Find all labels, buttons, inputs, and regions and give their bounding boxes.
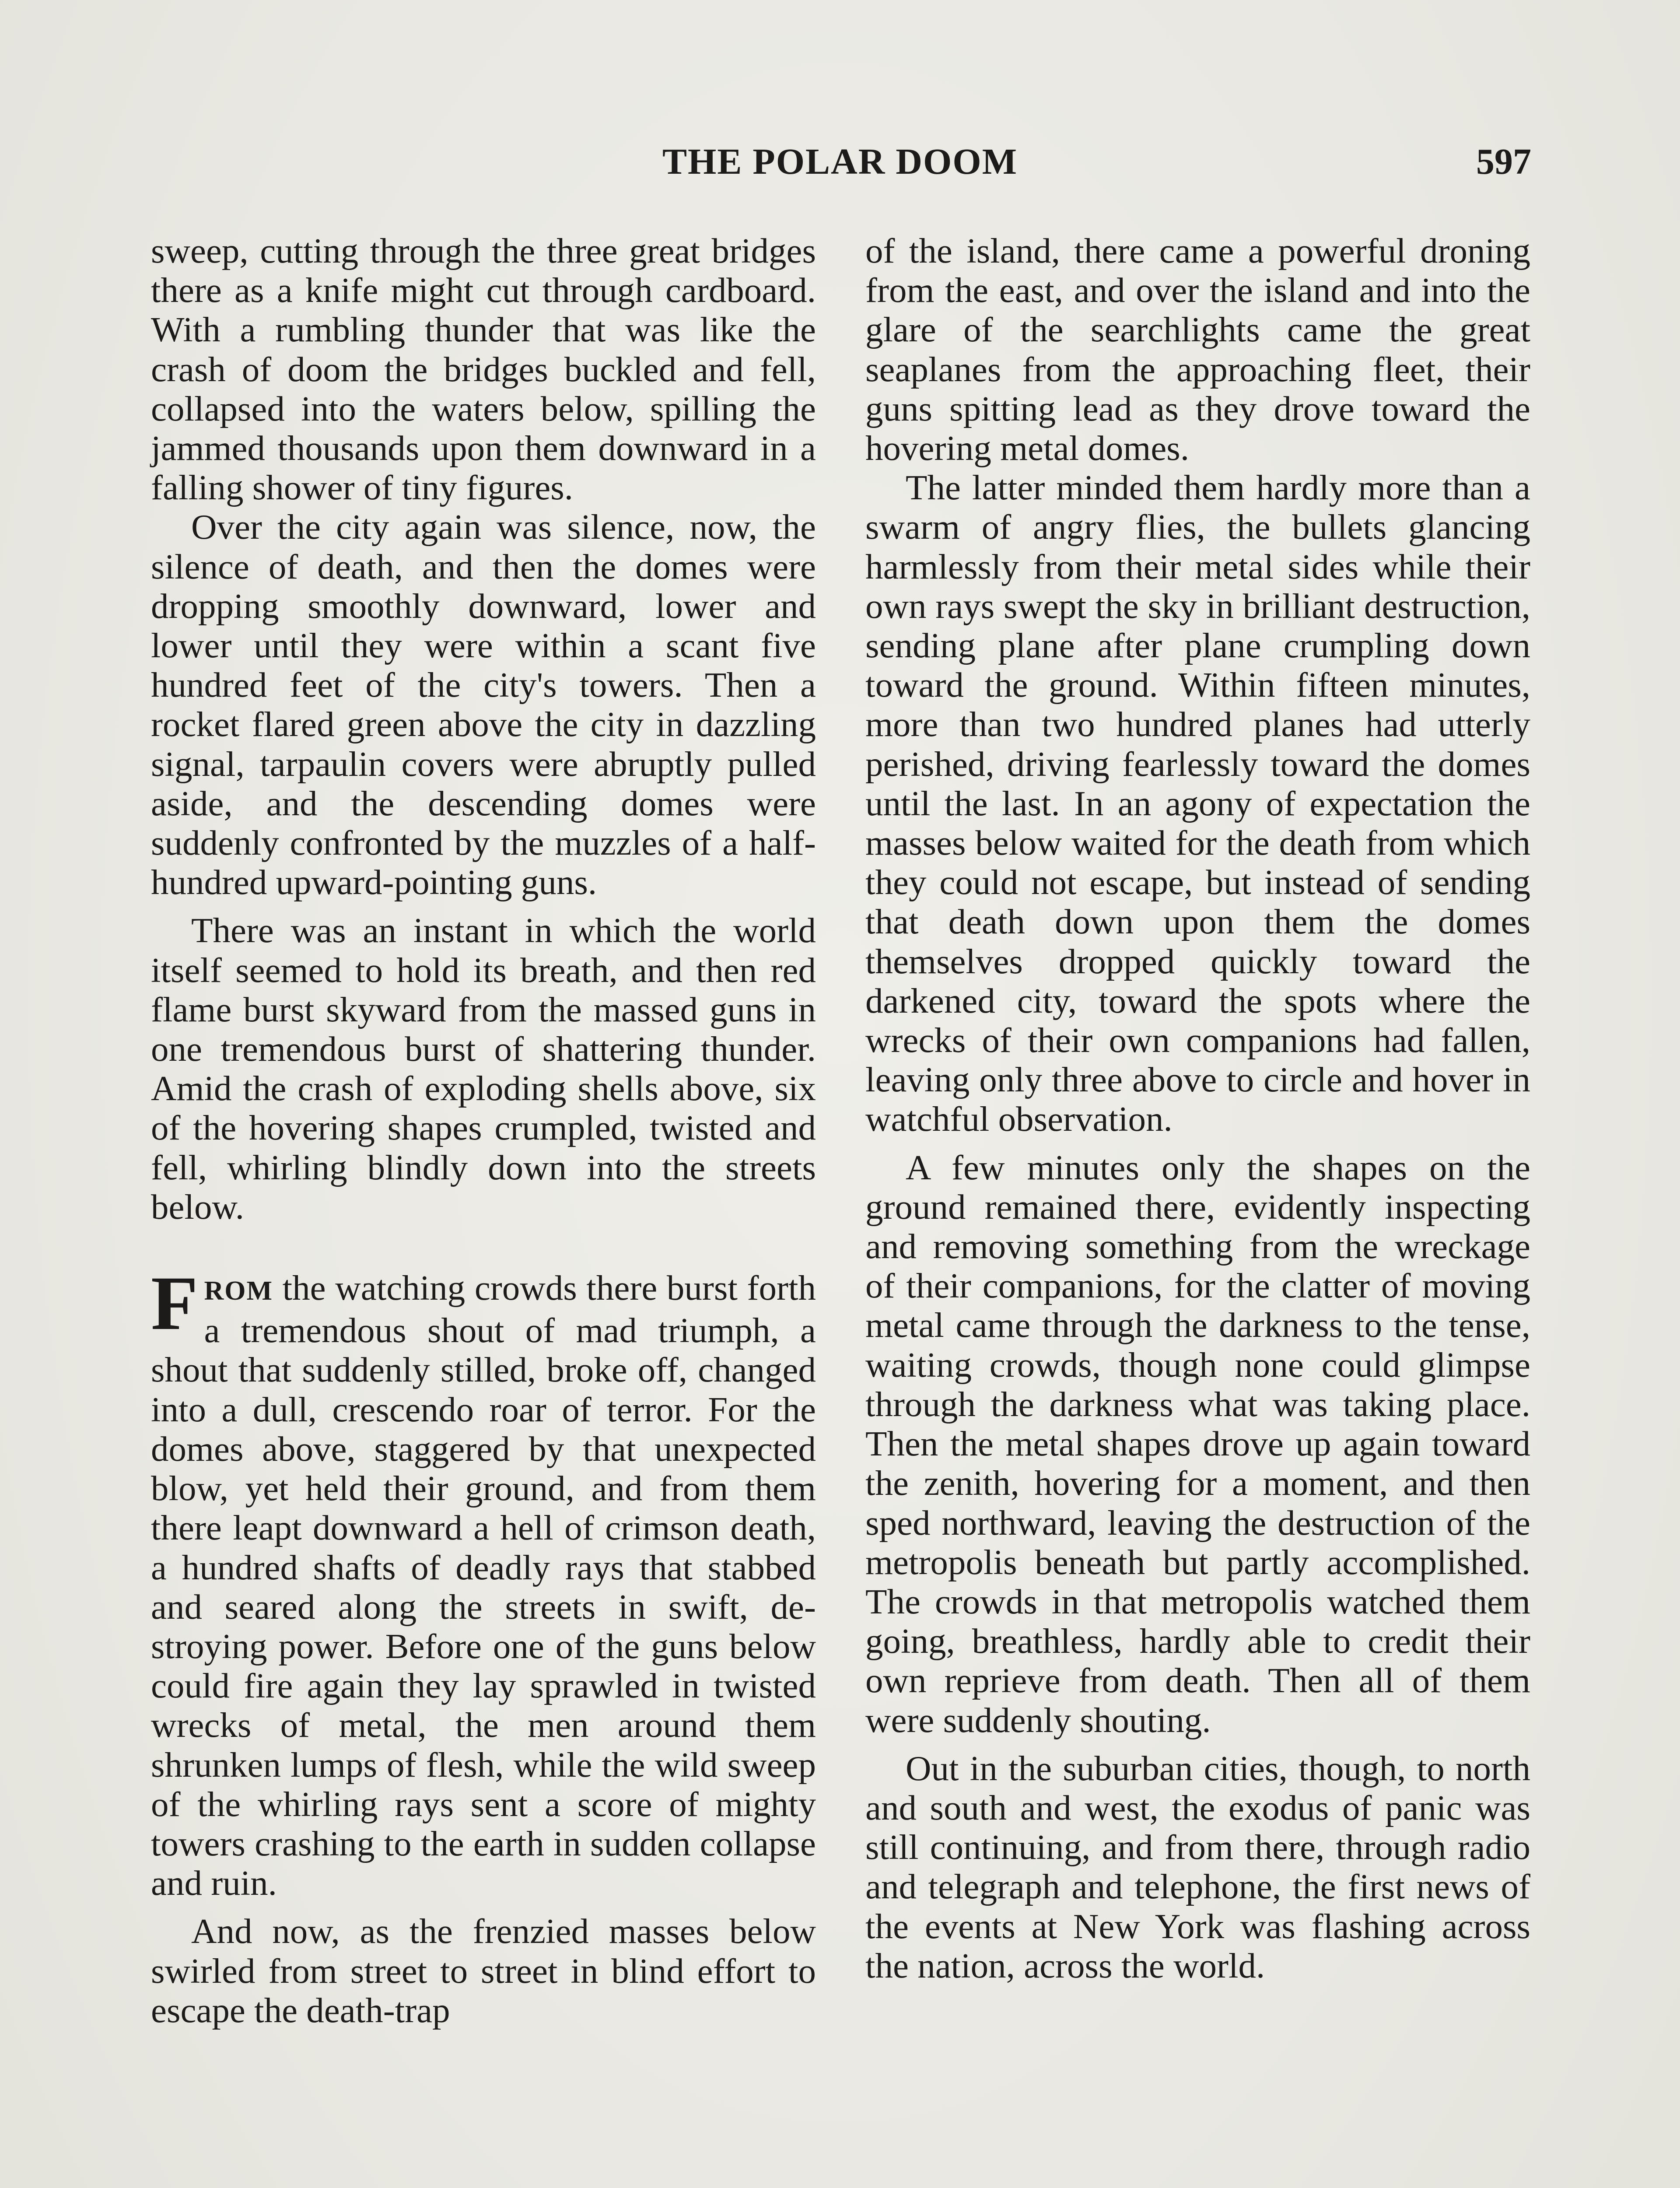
paragraph: sweep, cutting through the three great bridges there as a knife might cut through cardboard. With a rumbling thunder that was like the crash of doom the bridges buckled and fell, collapsed into the waters below, spilling the jammed thousands upon them downward in a falling shower of tiny figures. [151,231,816,508]
page-number: 597 [1476,141,1531,182]
paragraph: And now, as the frenzied masses below swirled from street to street in blind effort to escape the death-trap [151,1911,816,2030]
running-head [0,136,1680,188]
paragraph: Over the city again was silence, now, the silence of death, and then the domes were dropping smoothly downward, lower and lower until they were within a scant five hundred feet of the city's towers. Then a rocket flared green above the city in dazzling signal, tarpaulin covers were abruptly pulled aside, and the descending domes were suddenly confronted by the muzzles of a half-hundred upward-pointing guns. [151,507,816,902]
paragraph: of the island, there came a powerful droning from the east, and over the island and into the glare of the searchlights came the great seaplanes from the approaching fleet, their guns spitting lead as they drove toward the hovering metal domes. [865,231,1530,468]
right-column [865,231,1530,1985]
page-title: THE POLAR DOOM [662,141,1018,182]
section-opening-paragraph [151,1261,816,1903]
paragraph: There was an instant in which the world itself seemed to hold its breath, and then red flame burst skyward from the massed guns in one tremendous burst of shattering thunder. Amid the crash of exploding shells above, six of the hovering shapes crumpled, twisted and fell, whirling blindly down into the streets below. [151,911,816,1227]
paragraph-text: the watching crowds there burst forth a tremendous shout of mad triumph, a shout that suddenly stilled, broke off, changed into a dull, crescendo roar of terror. For the domes above, staggered by that unexpected blow, yet held their ground, and from them there leapt downward a hell of crimson death, a hundred shafts of deadly rays that stabbed and seared along the streets in swift, destroying power. Before one of the guns below could fire again they lay sprawled in twisted wrecks of metal, the men around them shrunken lumps of flesh, while the wild sweep of the whirling rays sent a score of mighty towers crashing to the earth in sudden collapse and ruin. [151,1268,816,1903]
paragraph: A few minutes only the shapes on the ground remained there, evidently inspecting and removing something from the wreckage of their companions, for the clatter of moving metal came through the darkness to the tense, waiting crowds, though none could glimpse through the darkness what was taking place. Then the metal shapes drove up again toward the zenith, hovering for a moment, and then sped northward, leaving the destruction of the metropolis beneath but partly accomplished. The crowds in that metropolis watched them going, breathless, hardly able to credit their own reprieve from death. Then all of them were suddenly shouting. [865,1147,1530,1740]
paragraph: The latter minded them hardly more than a swarm of angry flies, the bullets glancing harmlessly from their metal sides while their own rays swept the sky in brilliant destruction, sending plane after plane crumpling down toward the ground. Within fifteen minutes, more than two hundred planes had utterly perished, driving fearlessly toward the domes until the last. In an agony of expectation the masses below waited for the death from which they could not escape, but instead of sending that death down upon them the domes themselves dropped quickly toward the darkened city, toward the spots where the wrecks of their own companions had fallen, leaving only three above to circle and hover in watchful observation. [865,468,1530,1139]
paragraph: Out in the suburban cities, though, to north and south and west, the exodus of panic was still continuing, and from there, through radio and telegraph and telephone, the first news of the events at New York was flashing across the nation, across the world. [865,1748,1530,1985]
drop-cap-letter: F [151,1261,198,1346]
small-caps-word: ROM [204,1276,273,1306]
left-column [151,231,816,2030]
